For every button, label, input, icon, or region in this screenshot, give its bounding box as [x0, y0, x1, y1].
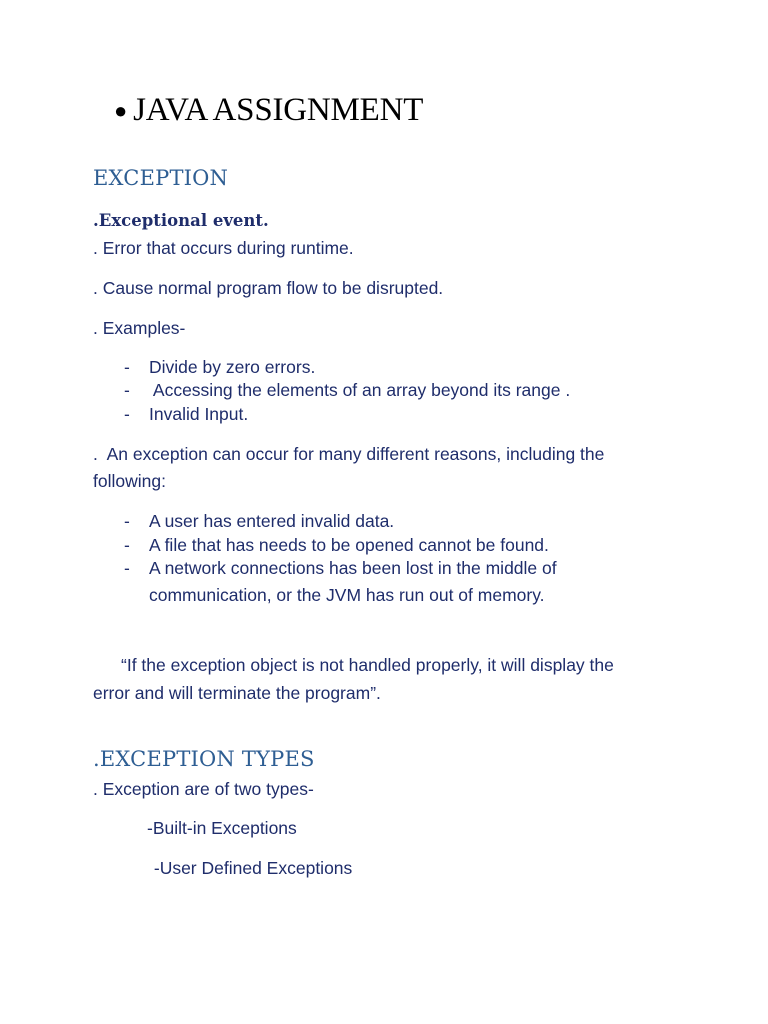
- list-item: [124, 377, 570, 403]
- section-heading-exception: EXCEPTION: [93, 166, 229, 190]
- paragraph-line: . Examples-: [93, 318, 186, 338]
- exception-type-item: -User Defined Exceptions: [149, 858, 353, 878]
- list-item-continuation: communication, or the JVM has run out of memory.: [149, 585, 545, 605]
- paragraph-line: . An exception can occur for many different reasons, including the: [93, 444, 605, 464]
- list-item-text: Accessing the elements of an array beyond its range .: [149, 380, 571, 400]
- paragraph-line: following:: [93, 471, 166, 491]
- list-item: [124, 508, 394, 534]
- list-item-text: Divide by zero errors.: [149, 357, 316, 377]
- dash-marker: -: [124, 404, 130, 424]
- dash-marker: -: [124, 357, 130, 377]
- paragraph-line: . Cause normal program flow to be disrupted.: [93, 278, 444, 298]
- paragraph-line: . Exception are of two types-: [93, 779, 314, 799]
- exceptional-event-subtitle: .Exceptional event.: [93, 211, 269, 230]
- list-item: [124, 555, 557, 581]
- dash-marker: -: [124, 380, 130, 400]
- dash-marker: -: [124, 535, 130, 555]
- title-text: JAVA ASSIGNMENT: [133, 92, 424, 128]
- list-item-text: A user has entered invalid data.: [149, 511, 395, 531]
- dash-marker: -: [124, 558, 130, 578]
- bullet-icon: ●: [114, 98, 128, 123]
- dash-marker: -: [124, 511, 130, 531]
- document-title: [114, 88, 423, 132]
- quote-line: “If the exception object is not handled properly, it will display the: [121, 655, 614, 675]
- quote-line: error and will terminate the program”.: [93, 683, 381, 703]
- list-item-text: A file that has needs to be opened cannot be found.: [149, 535, 549, 555]
- list-item-text: A network connections has been lost in the middle of: [149, 558, 557, 578]
- list-item-text: Invalid Input.: [149, 404, 249, 424]
- paragraph-line: . Error that occurs during runtime.: [93, 238, 354, 258]
- exception-type-item: -Built-in Exceptions: [147, 818, 297, 838]
- list-item: [124, 401, 248, 427]
- section-heading-exception-types: .EXCEPTION TYPES: [93, 747, 315, 771]
